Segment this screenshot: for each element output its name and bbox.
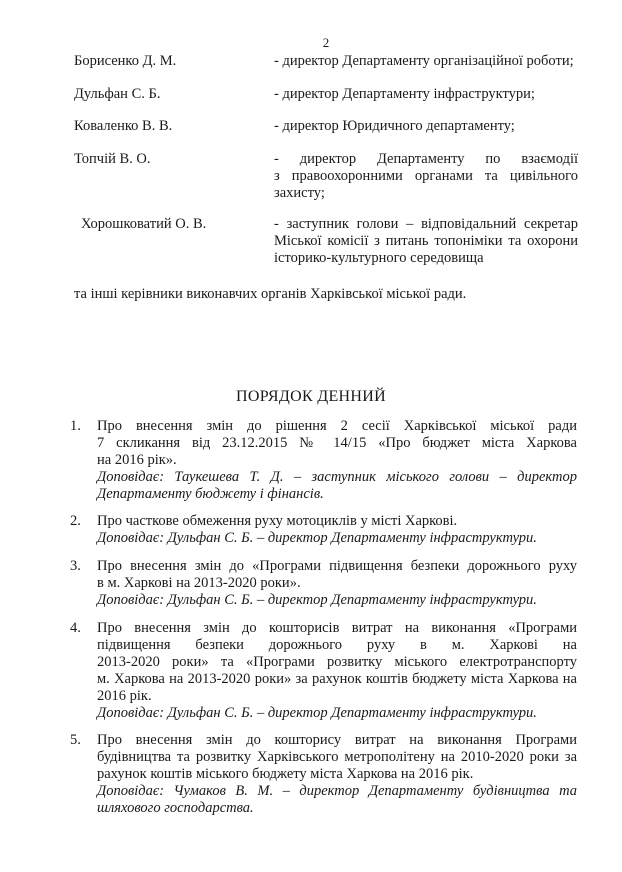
attendee-role-line: - директор Юридичного департаменту; — [274, 118, 515, 134]
attendee-role-line: - директор Департаменту по взаємодії — [274, 151, 578, 167]
agenda-item-text-line: 2013-2020 роки» та «Програми розвитку міського електротранспорту — [97, 654, 577, 670]
attendee-name: Хорошковатий О. В. — [81, 216, 207, 232]
speaker-line: Доповідає: Дульфан С. Б. – директор Департаменту інфраструктури. — [97, 705, 537, 721]
attendee-role — [274, 53, 578, 70]
attendee-role-line: Міської комісії з питань топоніміки та охорони — [274, 233, 578, 249]
agenda-item-text-line: підвищення безпеки дорожнього руху в м. Харкові на — [97, 637, 577, 653]
agenda-item-body — [97, 513, 577, 547]
attendee-role — [274, 216, 578, 267]
agenda-item-text-line: рахунок коштів міського бюджету міста Харкова на 2016 рік. — [97, 766, 474, 782]
attendee-role-line: історико-культурного середовища — [274, 250, 484, 266]
agenda-item-text-line: на 2016 рік». — [97, 452, 177, 468]
attendee-name: Дульфан С. Б. — [74, 86, 161, 102]
agenda-title: ПОРЯДОК ДЕННИЙ — [236, 388, 386, 405]
attendee-role — [274, 86, 578, 103]
speaker-line: Доповідає: Дульфан С. Б. – директор Департаменту інфраструктури. — [97, 592, 537, 608]
attendee-role — [274, 151, 578, 202]
agenda-item-number: 5. — [70, 732, 81, 748]
attendee-name: Коваленко В. В. — [74, 118, 173, 134]
agenda-item-text-line: в м. Харкові на 2013-2020 роки». — [97, 575, 301, 591]
agenda-item-body — [97, 620, 577, 722]
agenda-item-text-line: 7 скликання від 23.12.2015 № 14/15 «Про бюджет міста Харкова — [97, 435, 577, 451]
attendee-role-line: - директор Департаменту організаційної роботи; — [274, 53, 574, 69]
attendee-name: Топчій В. О. — [74, 151, 151, 167]
speaker-line: Доповідає: Таукешева Т. Д. – заступник міського голови – директор — [97, 469, 577, 485]
agenda-item-text-line: Про внесення змін до кошторисів витрат на виконання «Програми — [97, 620, 577, 636]
agenda-item-number: 1. — [70, 418, 81, 434]
agenda-item-text-line: Про внесення змін до кошторису витрат на виконання Програми — [97, 732, 577, 748]
agenda-item-number: 4. — [70, 620, 81, 636]
agenda-item-text-line: м. Харкова на 2013-2020 роки» за рахунок коштів бюджету міста Харкова на — [97, 671, 577, 687]
speaker-line: шляхового господарства. — [97, 800, 254, 816]
agenda-item-text-line: Про часткове обмеження руху мотоциклів у місті Харкові. — [97, 513, 458, 529]
attendee-role-line: - заступник голови – відповідальний секретар — [274, 216, 578, 232]
attendee-role-line: захисту; — [274, 185, 325, 201]
agenda-item-body — [97, 732, 577, 817]
speaker-line: Доповідає: Чумаков В. М. – директор Департаменту будівництва та — [97, 783, 577, 799]
agenda-item-number: 2. — [70, 513, 81, 529]
attendee-role-line: з правоохоронними органами та цивільного — [274, 168, 578, 184]
attendee-name: Борисенко Д. М. — [74, 53, 177, 69]
agenda-item-speaker — [97, 530, 577, 547]
agenda-item-speaker — [97, 592, 577, 609]
page-number: 2 — [322, 35, 330, 50]
agenda-item-speaker — [97, 783, 577, 817]
speaker-line: Департаменту бюджету і фінансів. — [97, 486, 324, 502]
agenda-item-speaker — [97, 705, 577, 722]
agenda-item-number: 3. — [70, 558, 81, 574]
agenda-item-text-line: 2016 рік. — [97, 688, 152, 704]
speaker-line: Доповідає: Дульфан С. Б. – директор Департаменту інфраструктури. — [97, 530, 537, 546]
agenda-item-text-line: Про внесення змін до рішення 2 сесії Харківської міської ради — [97, 418, 577, 434]
agenda-item-body — [97, 418, 577, 503]
agenda-item-text-line: Про внесення змін до «Програми підвищення безпеки дорожнього руху — [97, 558, 577, 574]
other-attendees-text: та інші керівники виконавчих органів Харківської міської ради. — [74, 286, 467, 302]
agenda-item-body — [97, 558, 577, 609]
agenda-item-text-line: будівництва та розвитку Харківського метрополітену на 2010-2020 роки за — [97, 749, 577, 765]
agenda-item-speaker — [97, 469, 577, 503]
attendee-role-line: - директор Департаменту інфраструктури; — [274, 86, 535, 102]
attendee-role — [274, 118, 578, 135]
